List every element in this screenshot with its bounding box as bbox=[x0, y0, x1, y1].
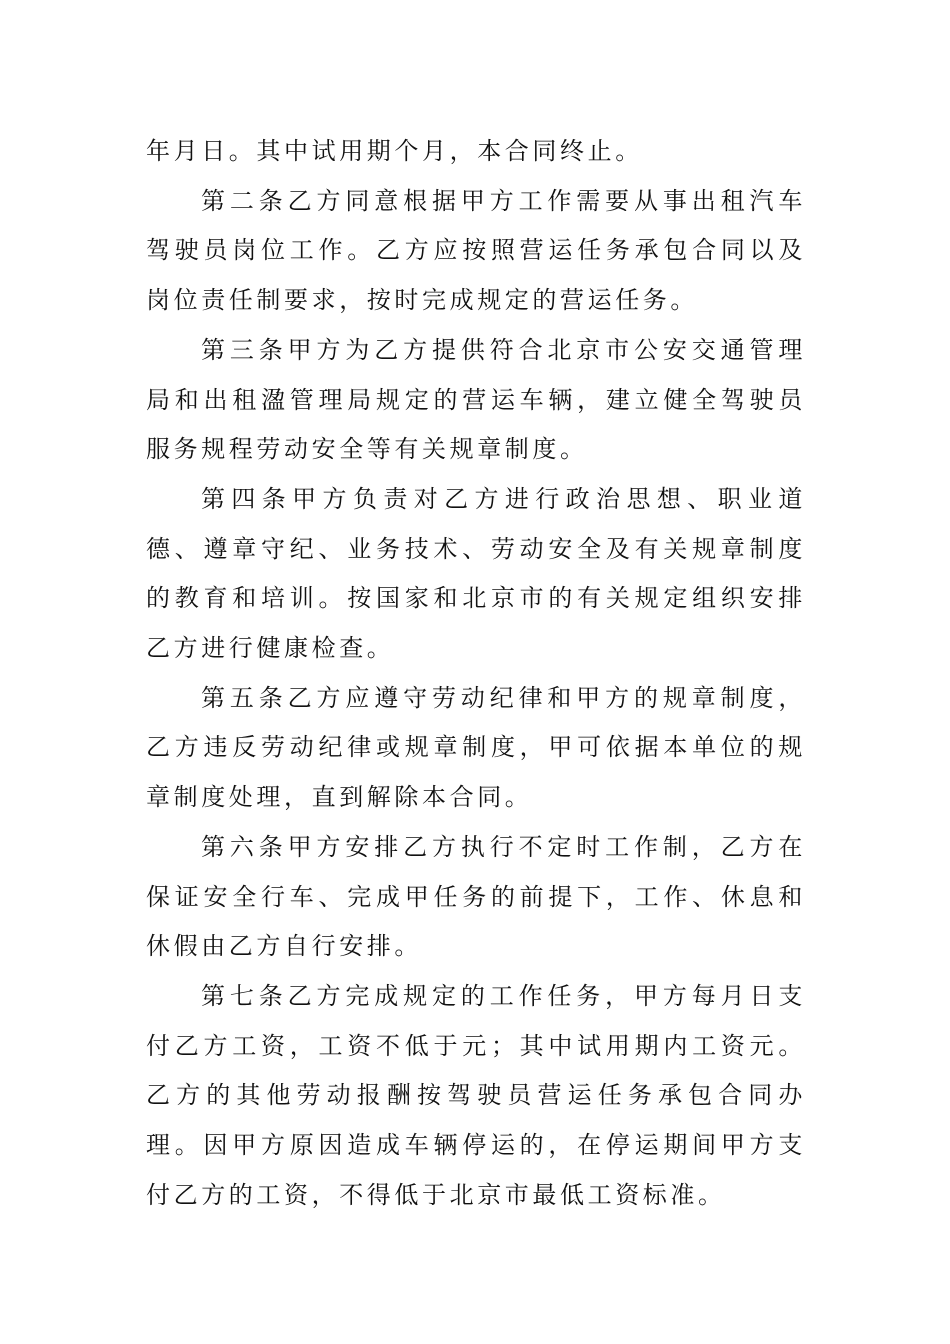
document-page bbox=[146, 127, 806, 1220]
paragraph-continuation: 年月日。其中试用期个月，本合同终止。 bbox=[146, 137, 643, 165]
paragraph-article-6: 第六条甲方安排乙方执行不定时工作制，乙方在保证安全行车、完成甲任务的前提下，工作、休息和休假由乙方自行安排。 bbox=[146, 832, 806, 961]
paragraph-article-5: 第五条乙方应遵守劳动纪律和甲方的规章制度，乙方违反劳动纪律或规章制度，甲可依据本单位的规章制度处理，直到解除本合同。 bbox=[146, 683, 806, 812]
paragraph-article-2: 第二条乙方同意根据甲方工作需要从事出租汽车驾驶员岗位工作。乙方应按照营运任务承包合同以及岗位责任制要求，按时完成规定的营运任务。 bbox=[146, 186, 806, 315]
paragraph-article-7: 第七条乙方完成规定的工作任务，甲方每月日支付乙方工资，工资不低于元；其中试用期内工资元。乙方的其他劳动报酬按驾驶员营运任务承包合同办理。因甲方原因造成车辆停运的，在停运期间甲方支付乙方的工资，不得低于北京市最低工资标准。 bbox=[146, 981, 806, 1209]
paragraph-article-3: 第三条甲方为乙方提供符合北京市公安交通管理局和出租溋管理局规定的营运车辆，建立健全驾驶员服务规程劳动安全等有关规章制度。 bbox=[146, 335, 806, 464]
paragraph-article-4: 第四条甲方负责对乙方进行政治思想、职业道德、遵章守纪、业务技术、劳动安全及有关规章制度的教育和培训。按国家和北京市的有关规定组织安排乙方进行健康检查。 bbox=[146, 484, 806, 663]
